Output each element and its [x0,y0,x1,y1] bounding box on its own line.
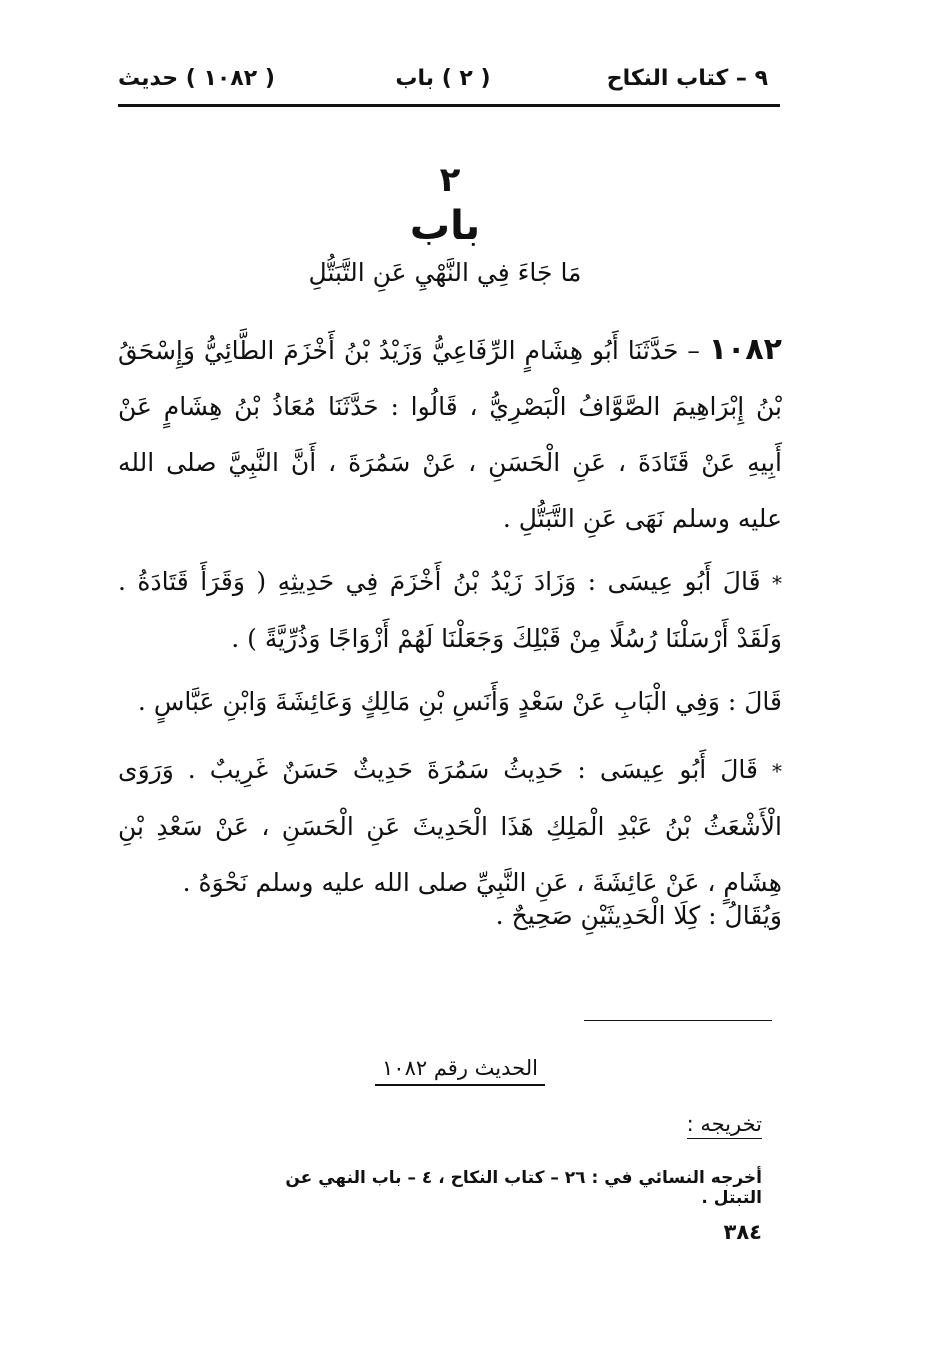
page-number: ٣٨٤ [723,1220,762,1244]
footnote-divider [584,1020,772,1021]
header-hadith: ( ١٠٨٢ ) حديث [118,66,275,91]
takhrij-line: أخرجه النسائي في : ٢٦ – كتاب النكاح ، ٤ – باب النهي عن التبتل . [285,1168,762,1208]
chapter-title: باب [409,203,481,249]
header-rule [118,104,780,107]
commentary-text: قَالَ أَبُو عِيسَى : وَزَادَ زَيْدُ بْنُ أَخْزَمَ فِي حَدِيثِهِ ( وَقَرَأَ قَتَادَةُ . وَلَقَدْ أَرْسَلْنَا رُسُلًا مِنْ قَبْلِكَ وَجَعَلْنَا لَهُمْ أَزْوَاجًا وَذُرِّيَّةً ) . [118,567,782,653]
star-marker: * [772,759,782,783]
running-header [118,62,768,102]
grading-paragraph [118,742,782,911]
hadith-number: ١٠٨٢ [708,332,782,367]
commentary-paragraph [118,554,782,667]
chapter-subtitle: مَا جَاءَ فِي النَّهْيِ عَنِ التَّبَتُّلِ [308,258,582,287]
chapter-number: ٢ [439,160,461,200]
closing-paragraph: وَيُقَالُ : كِلَا الْحَدِيثَيْنِ صَحِيحٌ . [495,901,782,930]
header-book: ٩ – كتاب النكاح [606,66,768,91]
footnote-title: الحديث رقم ١٠٨٢ [375,1056,545,1086]
takhrij-heading: تخريجه : [687,1112,762,1139]
header-chapter: ( ٢ ) باب [395,66,491,91]
hadith-text: – حَدَّثَنَا أَبُو هِشَامٍ الرِّفَاعِيُّ وَزَيْدُ بْنُ أَخْزَمَ الطَّائِيُّ وَإِسْحَقُ بْنُ إِبْرَاهِيمَ الصَّوَّافُ الْبَصْرِيُّ ، قَالُوا : حَدَّثَنَا مُعَاذُ بْنُ هِشَامٍ عَنْ أَبِيهِ عَنْ قَتَادَةَ ، عَنِ الْحَسَنِ ، عَنْ سَمُرَةَ ، أَنَّ النَّبِيَّ صلى الله عليه وسلم نَهَى عَنِ التَّبَتُّلِ . [118,336,782,533]
chapter-references-paragraph: قَالَ : وَفِي الْبَابِ عَنْ سَعْدٍ وَأَنَسِ بْنِ مَالِكٍ وَعَائِشَةَ وَابْنِ عَبَّاسٍ . [137,687,782,716]
grading-text: قَالَ أَبُو عِيسَى : حَدِيثُ سَمُرَةَ حَدِيثٌ حَسَنٌ غَرِيبٌ . وَرَوَى الْأَشْعَثُ بْنُ عَبْدِ الْمَلِكِ هَذَا الْحَدِيثَ عَنِ الْحَسَنِ ، عَنْ سَعْدِ بْنِ هِشَامٍ ، عَنْ عَائِشَةَ ، عَنِ النَّبِيِّ صلى الله عليه وسلم نَحْوَهُ . [118,755,782,897]
star-marker: * [772,571,782,595]
hadith-paragraph [118,322,782,547]
